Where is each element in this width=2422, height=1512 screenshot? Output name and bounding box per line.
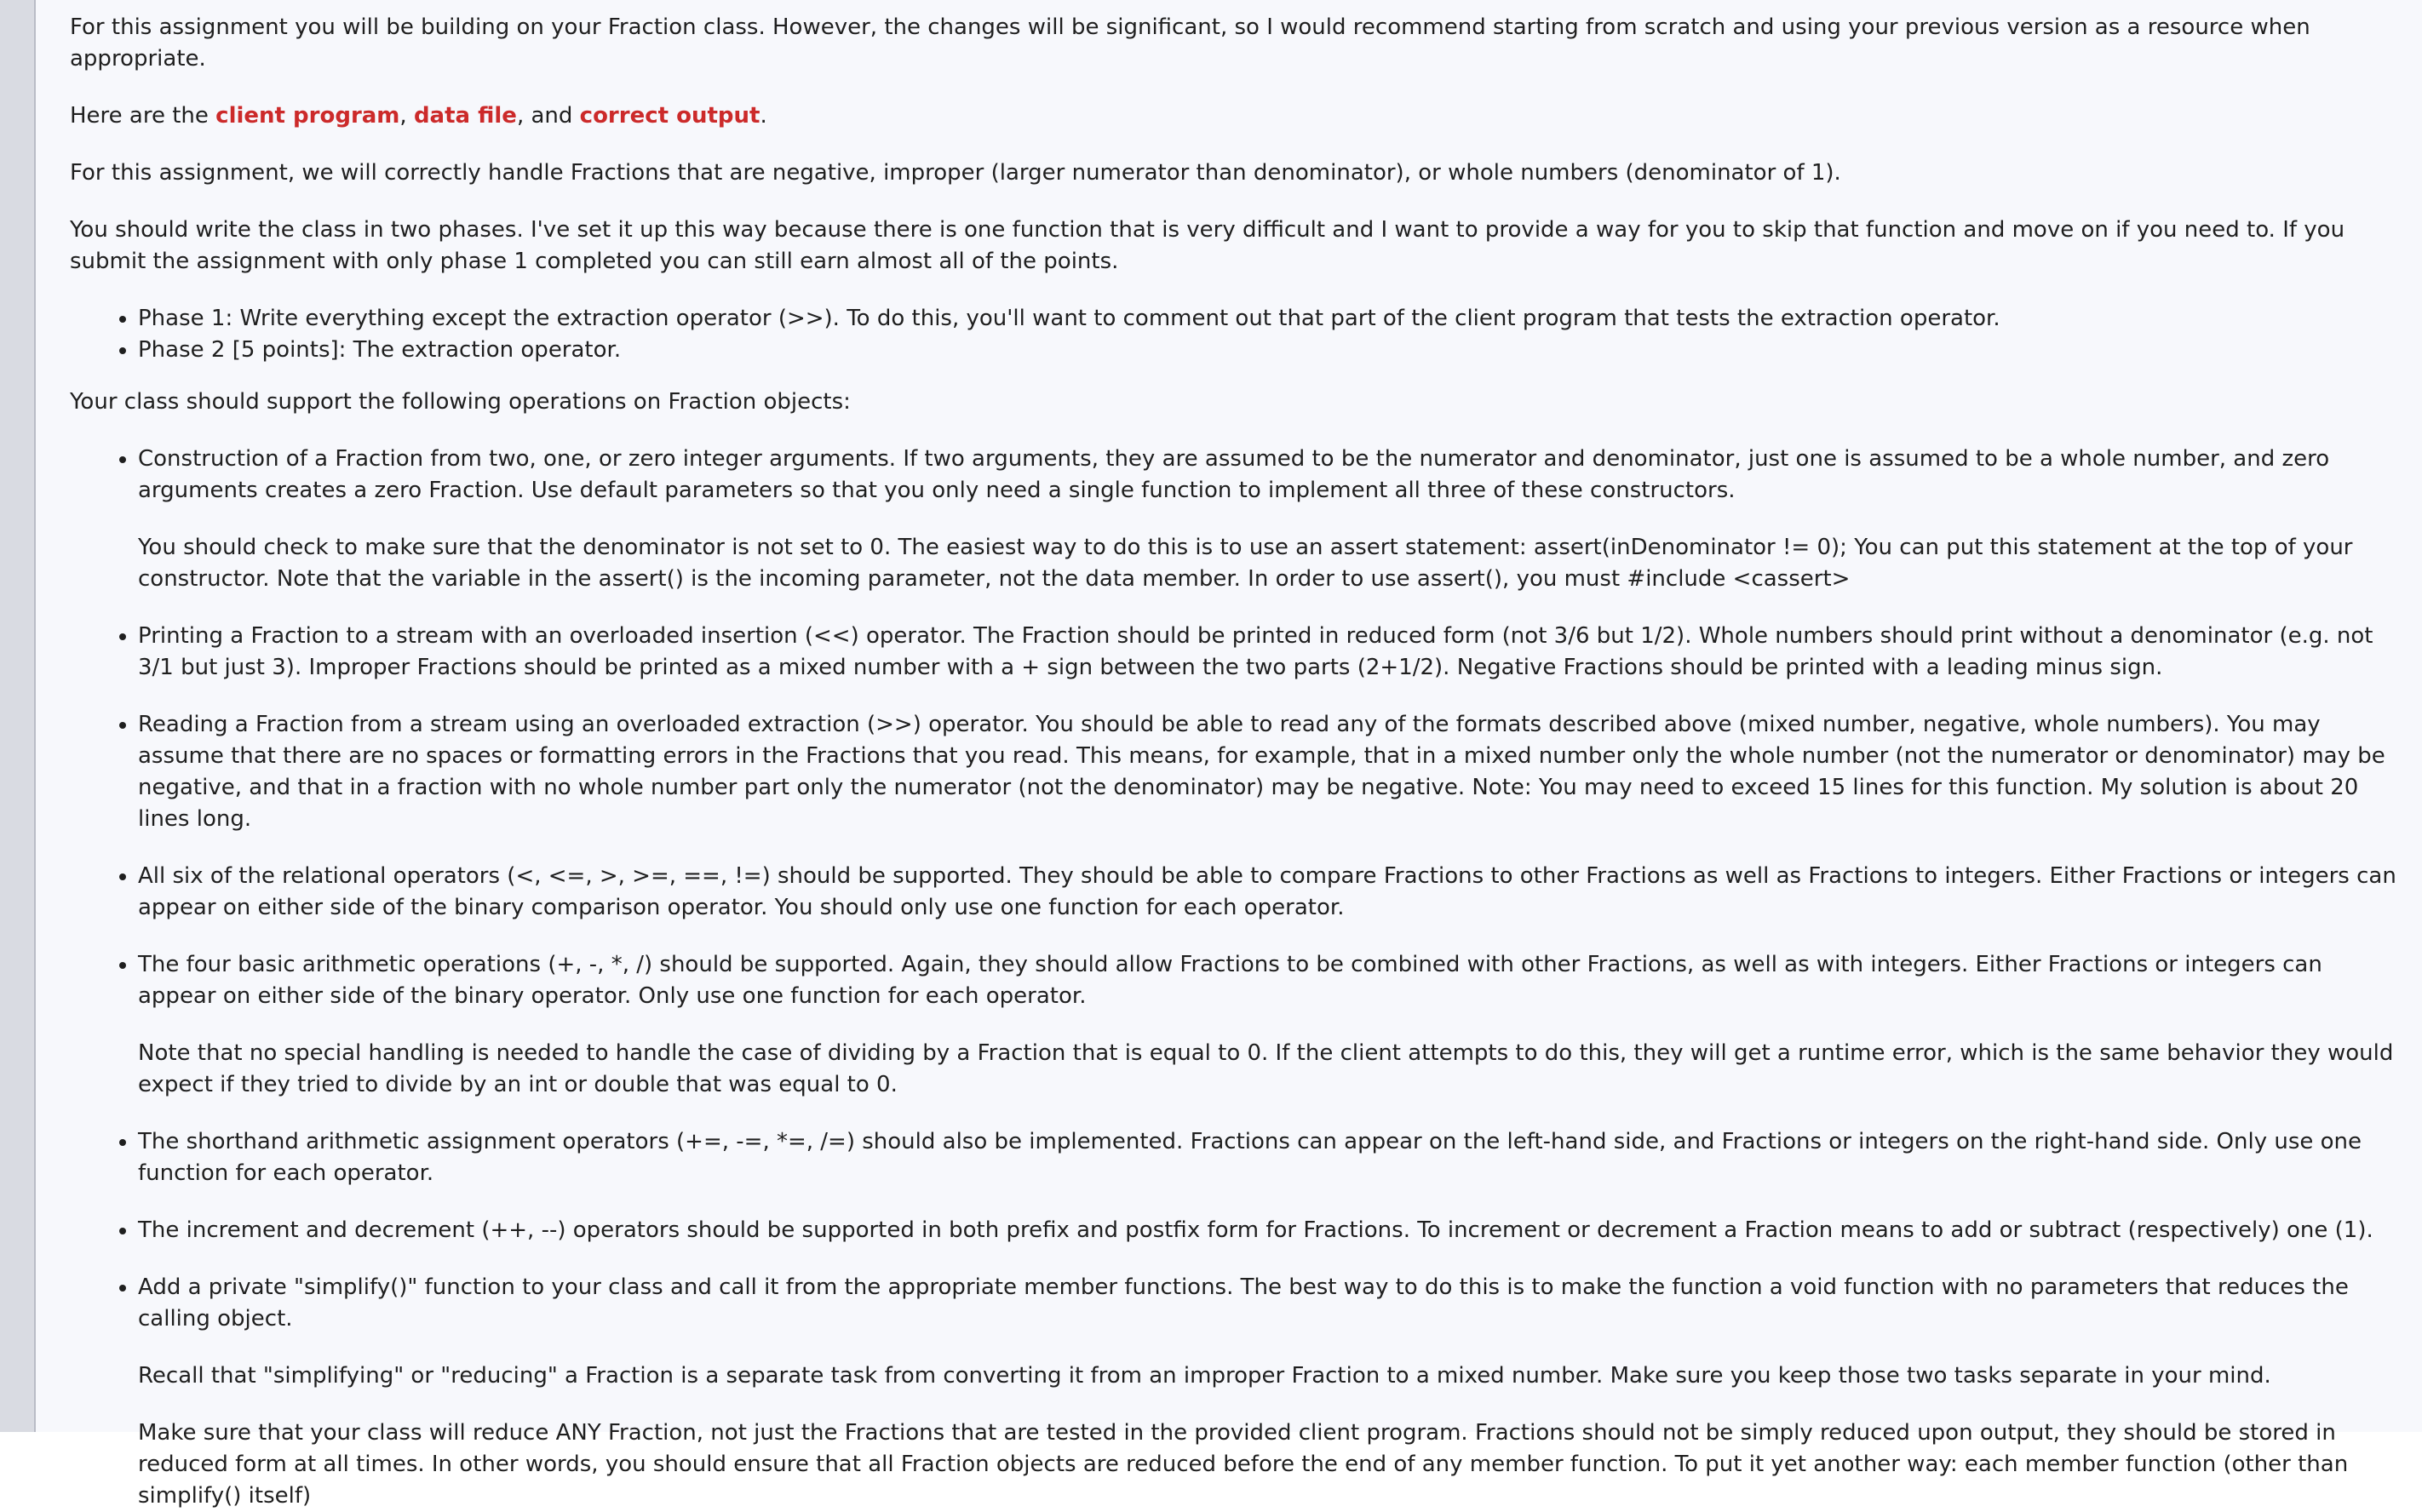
operation-item bbox=[138, 621, 2402, 684]
operation-text: Printing a Fraction to a stream with an overloaded insertion (<<) operator. The Fraction should be printed in reduced form (not 3/6 but 1/2). Whole numbers should print without a denominator (e.g. not 3/1 but just 3). Improper Fractions should be printed as a mixed number with a + sign between the two parts (2+1/2). Negative Fractions should be printed with a leading minus sign. bbox=[138, 623, 2373, 680]
phases-intro-paragraph: You should write the class in two phases. I've set it up this way because there is one function that is very difficult and I want to provide a way for you to skip that function and move on if you need to. If you submit the assignment with only phase 1 completed you can still earn almost all of the points. bbox=[70, 217, 2345, 274]
operation-text: The increment and decrement (++, --) operators should be supported in both prefix and postfix form for Fractions. To increment or decrement a Fraction means to add or subtract (respectively) one (1). bbox=[138, 1217, 2373, 1243]
operation-item bbox=[138, 1272, 2402, 1512]
resources-prefix: Here are the bbox=[70, 103, 216, 129]
operation-text: All six of the relational operators (<, <=, >, >=, ==, !=) should be supported. They should be able to compare Fractions to other Fractions as well as Fractions to integers. Either Fractions or integers can appear on either side of the binary comparison operator. You should only use one function for each operator. bbox=[138, 863, 2396, 920]
phase-item: • Phase 1: Write everything except the extraction operator (>>). To do this, you'll want to comment out that part of the client program that tests the extraction operator. bbox=[138, 303, 2402, 335]
intro-paragraph: For this assignment you will be building on your Fraction class. However, the changes will be significant, so I would recommend starting from scratch and using your previous version as a resource when appropriate. bbox=[70, 14, 2310, 72]
client-program-link[interactable]: client program bbox=[215, 103, 400, 129]
operations-list bbox=[70, 444, 2402, 1512]
operation-note: Make sure that your class will reduce ANY Fraction, not just the Fractions that are tested in the provided client program. Fractions should not be simply reduced upon output, they should be stored in reduced form at all times. In other words, you should ensure that all Fraction objects are reduced before the end of any member function. To put it yet another way: each member function (other than simplify() itself) bbox=[138, 1420, 2349, 1509]
operation-item bbox=[138, 1126, 2402, 1189]
operation-item bbox=[138, 861, 2402, 924]
left-sidebar-edge bbox=[0, 0, 36, 1432]
operation-note: Note that no special handling is needed to handle the case of dividing by a Fraction that is equal to 0. If the client attempts to do this, they will get a runtime error, which is the same behavior they would expect if they tried to divide by an int or double that was equal to 0. bbox=[138, 1040, 2394, 1097]
correct-output-link[interactable]: correct output bbox=[579, 103, 760, 129]
operation-note: You should check to make sure that the denominator is not set to 0. The easiest way to do this is to use an assert statement: assert(inDenominator != 0); You can put this statement at the top of your constructor. Note that the variable in the assert() is the incoming parameter, not the data member. In order to use assert(), you must #include <cassert> bbox=[138, 535, 2353, 592]
operations-intro-paragraph: Your class should support the following operations on Fraction objects: bbox=[70, 389, 851, 415]
phase-item: • Phase 2 [5 points]: The extraction operator. bbox=[138, 335, 2402, 366]
operation-item bbox=[138, 1215, 2402, 1246]
resources-separator-1: , bbox=[399, 103, 414, 129]
assignment-content bbox=[36, 0, 2422, 1509]
operation-text: Reading a Fraction from a stream using an overloaded extraction (>>) operator. You should be able to read any of the formats described above (mixed number, negative, whole numbers). You may assume that there are no spaces or formatting errors in the Fractions that you read. This means, for example, that in a mixed number only the whole number (not the numerator or denominator) may be negative, and that in a fraction with no whole number part only the numerator (not the denominator) may be negative. Note: You may need to exceed 15 lines for this function. My solution is about 20 lines long. bbox=[138, 712, 2385, 832]
operation-text: Construction of a Fraction from two, one, or zero integer arguments. If two arguments, they are assumed to be the numerator and denominator, just one is assumed to be a whole number, and zero arguments creates a zero Fraction. Use default parameters so that you only need a single function to implement all three of these constructors. bbox=[138, 446, 2330, 503]
resources-paragraph bbox=[70, 100, 2402, 132]
resources-separator-2: , and bbox=[516, 103, 580, 129]
data-file-link[interactable]: data file bbox=[413, 103, 517, 129]
operation-text: The four basic arithmetic operations (+, -, *, /) should be supported. Again, they should allow Fractions to be combined with other Fractions, as well as with integers. Either Fractions or integers can appear on either side of the binary operator. Only use one function for each operator. bbox=[138, 952, 2322, 1009]
operation-item bbox=[138, 709, 2402, 835]
operation-note: Recall that "simplifying" or "reducing" a Fraction is a separate task from converting it from an improper Fraction to a mixed number. Make sure you keep those two tasks separate in your mind. bbox=[138, 1363, 2271, 1389]
resources-suffix: . bbox=[760, 103, 767, 129]
operation-item bbox=[138, 444, 2402, 595]
operation-text: Add a private "simplify()" function to your class and call it from the appropriate member functions. The best way to do this is to make the function a void function with no parameters that reduces the calling object. bbox=[138, 1274, 2349, 1332]
operation-text: The shorthand arithmetic assignment operators (+=, -=, *=, /=) should also be implemented. Fractions can appear on the left-hand side, and Fractions or integers on the right-hand side. Only use one function for each operator. bbox=[138, 1129, 2362, 1186]
handling-paragraph: For this assignment, we will correctly handle Fractions that are negative, improper (larger numerator than denominator), or whole numbers (denominator of 1). bbox=[70, 160, 1841, 186]
phases-list bbox=[70, 303, 2402, 366]
operation-item bbox=[138, 949, 2402, 1101]
